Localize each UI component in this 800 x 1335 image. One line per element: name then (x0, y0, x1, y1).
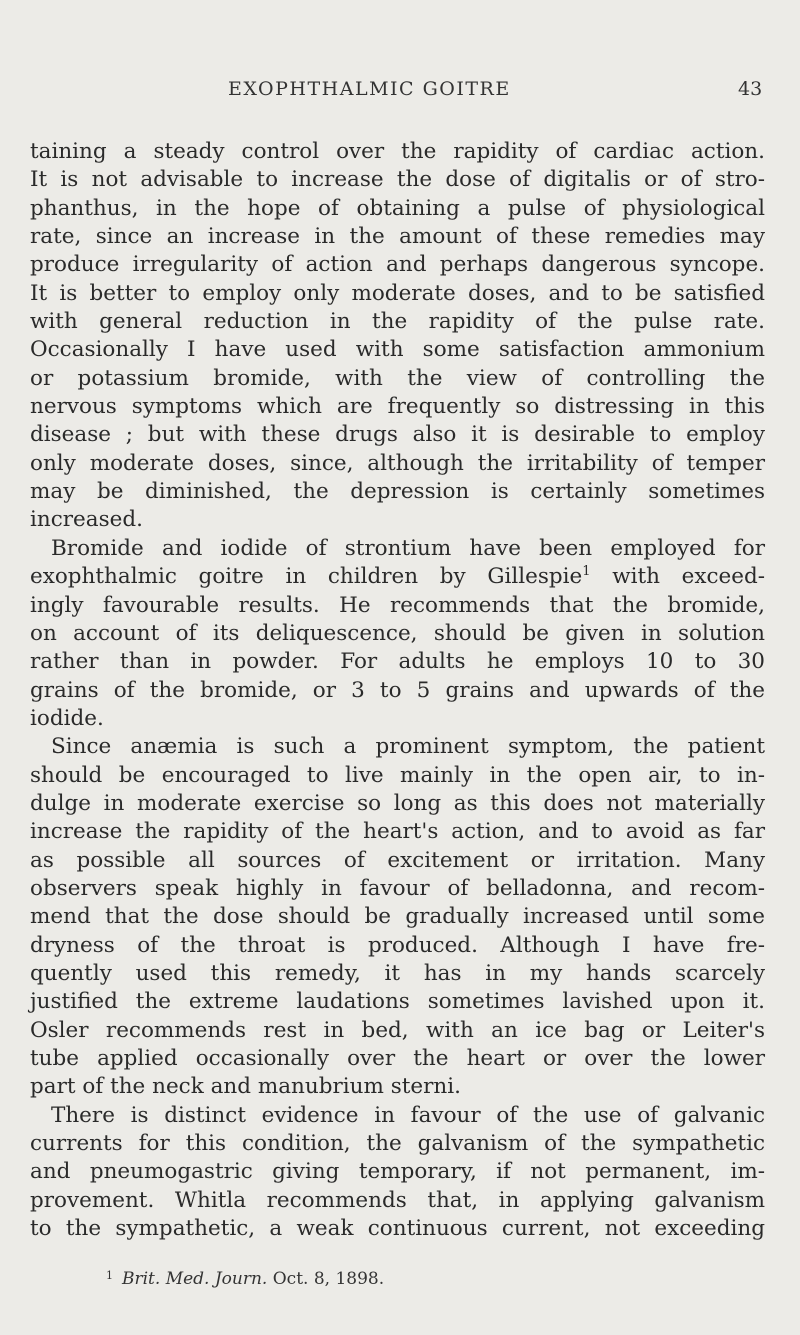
text-line: provement. Whitla recommends that, in applying galvanism (30, 1187, 765, 1213)
text-line: dulge in moderate exercise so long as this does not materially (30, 790, 765, 816)
running-title: EXOPHTHALMIC GOITRE (228, 78, 511, 100)
text-line: grains of the bromide, or 3 to 5 grains and upwards of the (30, 677, 765, 703)
text-line: or potassium bromide, with the view of controlling the (30, 365, 765, 391)
running-head (0, 78, 800, 108)
text-segment: exophthalmic goitre in children by Gillespie (30, 564, 583, 590)
text-line: nervous symptoms which are frequently so distressing in this (30, 394, 765, 420)
text-line: with general reduction in the rapidity of the pulse rate. (30, 309, 765, 335)
body-text (30, 138, 765, 1243)
text-line: should be encouraged to live mainly in the open air, to in- (30, 762, 765, 788)
text-line: It is not advisable to increase the dose of digitalis or of stro- (30, 167, 765, 193)
text-line: only moderate doses, since, although the irritability of temper (30, 450, 765, 476)
text-line: Bromide and iodide of strontium have been employed for (51, 535, 765, 561)
text-line: quently used this remedy, it has in my hands scarcely (30, 960, 765, 986)
text-line: There is distinct evidence in favour of the use of galvanic (51, 1102, 765, 1128)
text-line: justified the extreme laudations sometimes lavished upon it. (30, 989, 765, 1015)
text-line: ingly favourable results. He recommends that the bromide, (30, 592, 765, 618)
text-line: iodide. (30, 705, 104, 731)
footnote-reference: 1 (582, 564, 591, 580)
text-line: Osler recommends rest in bed, with an ice bag or Leiter's (30, 1017, 765, 1043)
text-line: to the sympathetic, a weak continuous current, not exceeding (30, 1216, 765, 1242)
footnote-citation: Brit. Med. Journ. (122, 1269, 268, 1289)
text-line: as possible all sources of excitement or irritation. Many (30, 847, 765, 873)
text-line: taining a steady control over the rapidity of cardiac action. (30, 139, 765, 164)
text-line: observers speak highly in favour of belladonna, and recom- (30, 875, 765, 901)
page-number: 43 (738, 78, 763, 100)
text-line-with-footnote-ref (30, 563, 765, 591)
text-line: part of the neck and manubrium sterni. (30, 1074, 461, 1100)
text-line: Since anæmia is such a prominent symptom, the patient (51, 734, 765, 760)
text-line: Occasionally I have used with some satisfaction ammonium (30, 337, 765, 363)
text-line: may be diminished, the depression is certainly sometimes (30, 479, 765, 505)
text-line: It is better to employ only moderate doses, and to be satisfied (30, 280, 765, 306)
text-line: increased. (30, 507, 143, 533)
footnote-date: Oct. 8, 1898. (272, 1269, 385, 1289)
text-line: tube applied occasionally over the heart or over the lower (30, 1046, 765, 1071)
text-line: produce irregularity of action and perhaps dangerous syncope. (30, 252, 765, 278)
text-line: mend that the dose should be gradually increased until some (30, 904, 765, 930)
text-line: on account of its deliquescence, should be given in solution (30, 620, 765, 646)
text-line: and pneumogastric giving temporary, if not permanent, im- (30, 1159, 765, 1185)
text-line: disease ; but with these drugs also it is desirable to employ (30, 422, 765, 448)
text-line: rate, since an increase in the amount of these remedies may (30, 224, 765, 250)
text-line: increase the rapidity of the heart's action, and to avoid as far (30, 819, 765, 845)
text-line: currents for this condition, the galvanism of the sympathetic (30, 1131, 765, 1157)
text-segment: with exceed- (590, 564, 765, 590)
footnote (106, 1269, 384, 1289)
text-line: phanthus, in the hope of obtaining a pulse of physiological (30, 195, 765, 221)
footnote-mark: 1 (106, 1269, 113, 1282)
text-line: dryness of the throat is produced. Although I have fre- (30, 932, 765, 958)
text-line: rather than in powder. For adults he employs 10 to 30 (30, 649, 765, 675)
